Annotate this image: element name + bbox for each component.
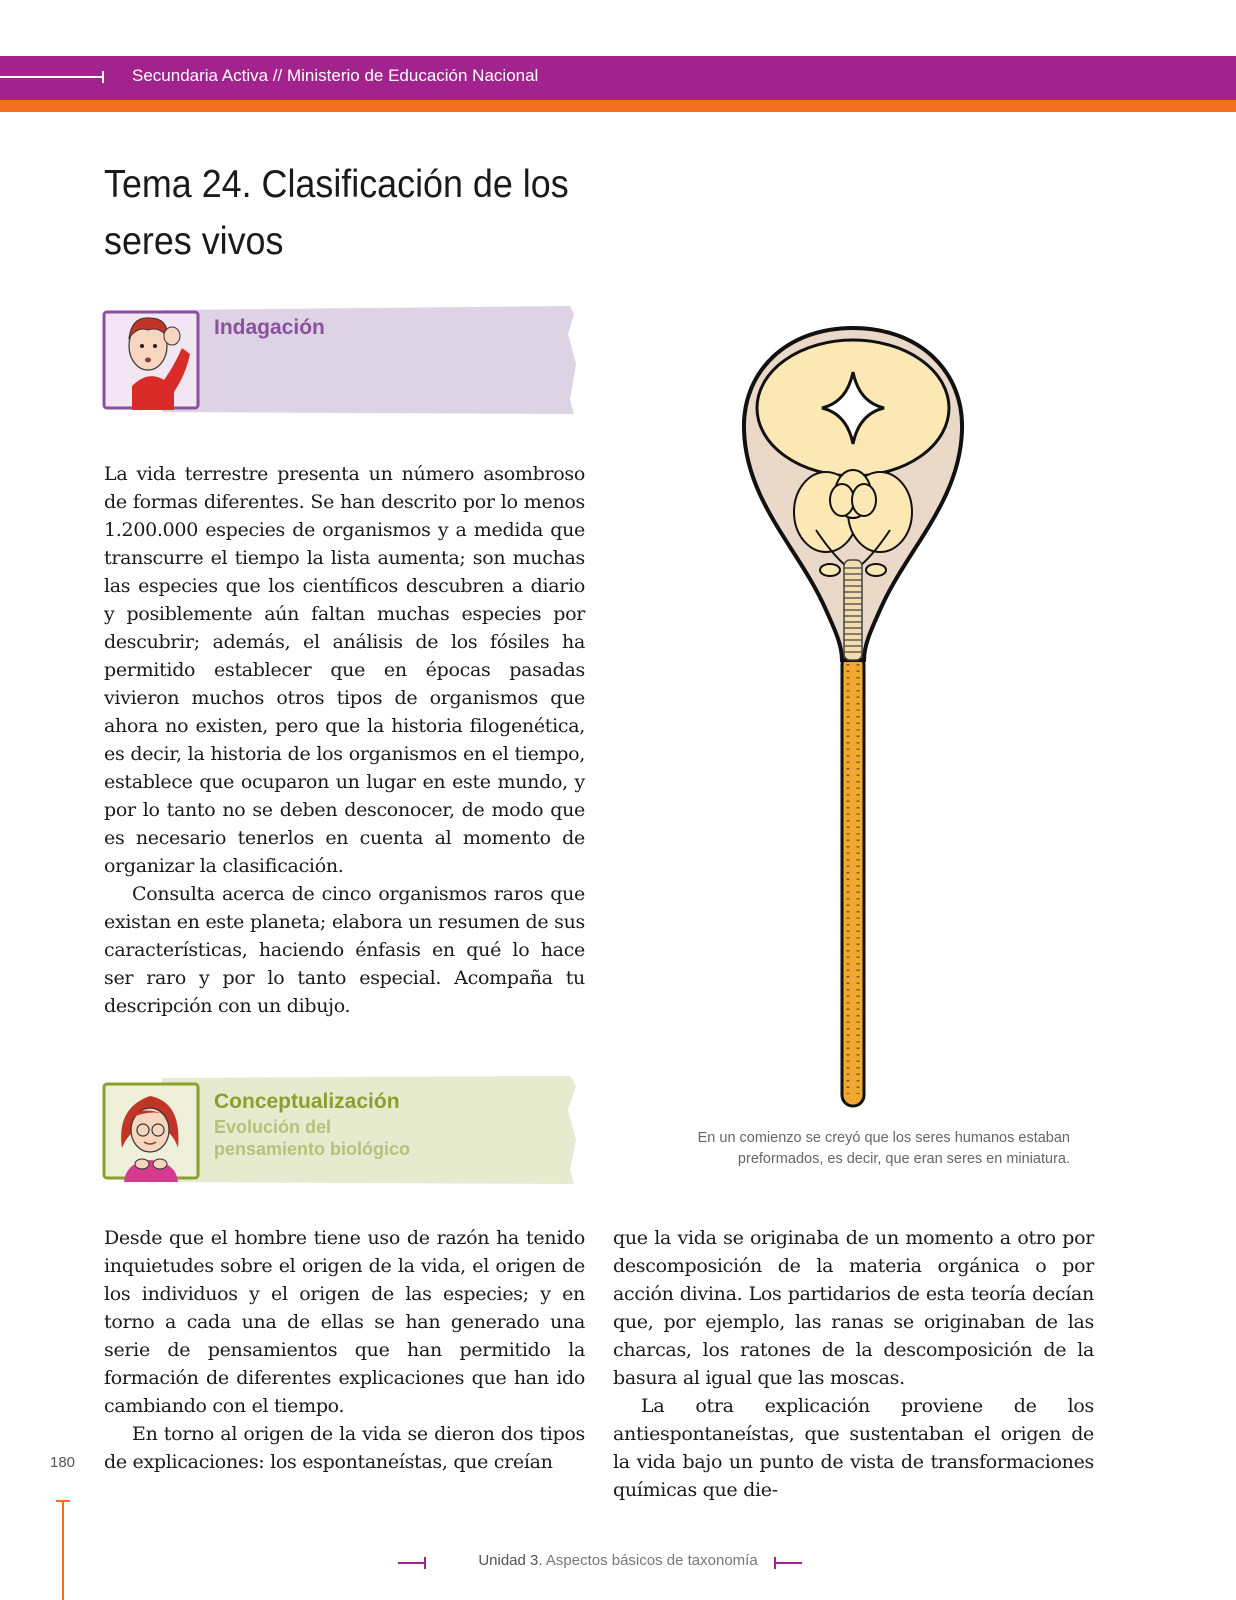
page-number: 180 bbox=[50, 1454, 76, 1471]
conceptualizacion-col1-paragraph-2: En torno al origen de la vida se dieron dos tipos de explicaciones: los espontaneístas, que creían bbox=[104, 1423, 585, 1473]
footer-unit: Unidad 3. bbox=[478, 1552, 543, 1569]
conceptualizacion-col2-paragraph-1: que la vida se originaba de un momento a otro por descomposición de la materia orgánica o por acción divina. Los partidarios de esta teoría decían que, por ejemplo, las ranas se originaban de las charcas, los ratones de la descomposición de la basura al igual que las moscas. bbox=[613, 1227, 1094, 1389]
indagacion-paragraph-2: Consulta acerca de cinco organismos raros que existan en este planeta; elabora un resumen de sus características, haciendo énfasis en qué lo hace ser raro y por lo tanto especial. Acompaña tu descripción con un dibujo. bbox=[104, 883, 585, 1017]
boy-thinking-icon bbox=[102, 308, 202, 412]
indagacion-text bbox=[104, 460, 585, 1020]
figure-caption bbox=[660, 1128, 1070, 1170]
header-text: Secundaria Activa // Ministerio de Educación Nacional bbox=[132, 66, 539, 85]
footer-mark-right bbox=[774, 1562, 802, 1564]
indagacion-paragraph-1: La vida terrestre presenta un número asombroso de formas diferentes. Se han descrito por lo menos 1.200.000 especies de organismos y a medida que transcurre el tiempo la lista aumenta; son muchas las especies que los científicos descubren a diario y posiblemente aún faltan muchas especies por descubrir; además, el análisis de los fósiles ha permitido establecer que en épocas pasadas vivieron muchos otros tipos de organismos que ahora no existen, pero que la historia filogenética, es decir, la historia de los organismos en el tiempo, establece que ocuparon un lugar en este mundo, y por lo tanto no se deben desconocer, de modo que es necesario tenerlos en cuenta al momento de organizar la clasificación. bbox=[104, 463, 585, 877]
footer bbox=[0, 1552, 1236, 1569]
footer-topic: Aspectos básicos de taxonomía bbox=[545, 1552, 758, 1569]
conceptualizacion-col1-paragraph-1: Desde que el hombre tiene uso de razón ha tenido inquietudes sobre el origen de la vida, el origen de los individuos y el origen de las especies; y en torno a cada una de ellas se han generado una serie de pensamientos que han permitido la formación de diferentes explicaciones que han ido cambiando con el tiempo. bbox=[104, 1227, 585, 1417]
conceptualizacion-column-2 bbox=[613, 1224, 1094, 1504]
girl-with-glasses-icon bbox=[102, 1078, 202, 1182]
conceptualizacion-subtitle-1: Evolución del bbox=[214, 1117, 332, 1137]
conceptualizacion-column-1 bbox=[104, 1224, 585, 1476]
conceptualizacion-subtitle-2: pensamiento biológico bbox=[214, 1139, 411, 1159]
header-rule-tick bbox=[102, 71, 104, 83]
page-title: Tema 24. Clasificación de los seres vivos bbox=[104, 163, 569, 263]
header-rule bbox=[0, 76, 104, 78]
conceptualizacion-banner bbox=[102, 1074, 582, 1186]
homunculus-sperm-illustration bbox=[738, 324, 978, 1110]
figure-caption-line-1: En un comienzo se creyó que los seres humanos estaban bbox=[697, 1130, 1070, 1146]
conceptualizacion-title: Conceptualización bbox=[214, 1090, 400, 1113]
margin-rule bbox=[62, 1500, 64, 1600]
header-accent-stripe bbox=[0, 100, 1236, 112]
indagacion-banner bbox=[102, 304, 582, 416]
figure-caption-line-2: preformados, es decir, que eran seres en miniatura. bbox=[737, 1151, 1070, 1167]
indagacion-title: Indagación bbox=[214, 316, 325, 339]
conceptualizacion-col2-paragraph-2: La otra explicación proviene de los antiespontaneístas, que sustentaban el origen de la vida bajo un punto de vista de transformaciones químicas que die- bbox=[613, 1395, 1094, 1501]
